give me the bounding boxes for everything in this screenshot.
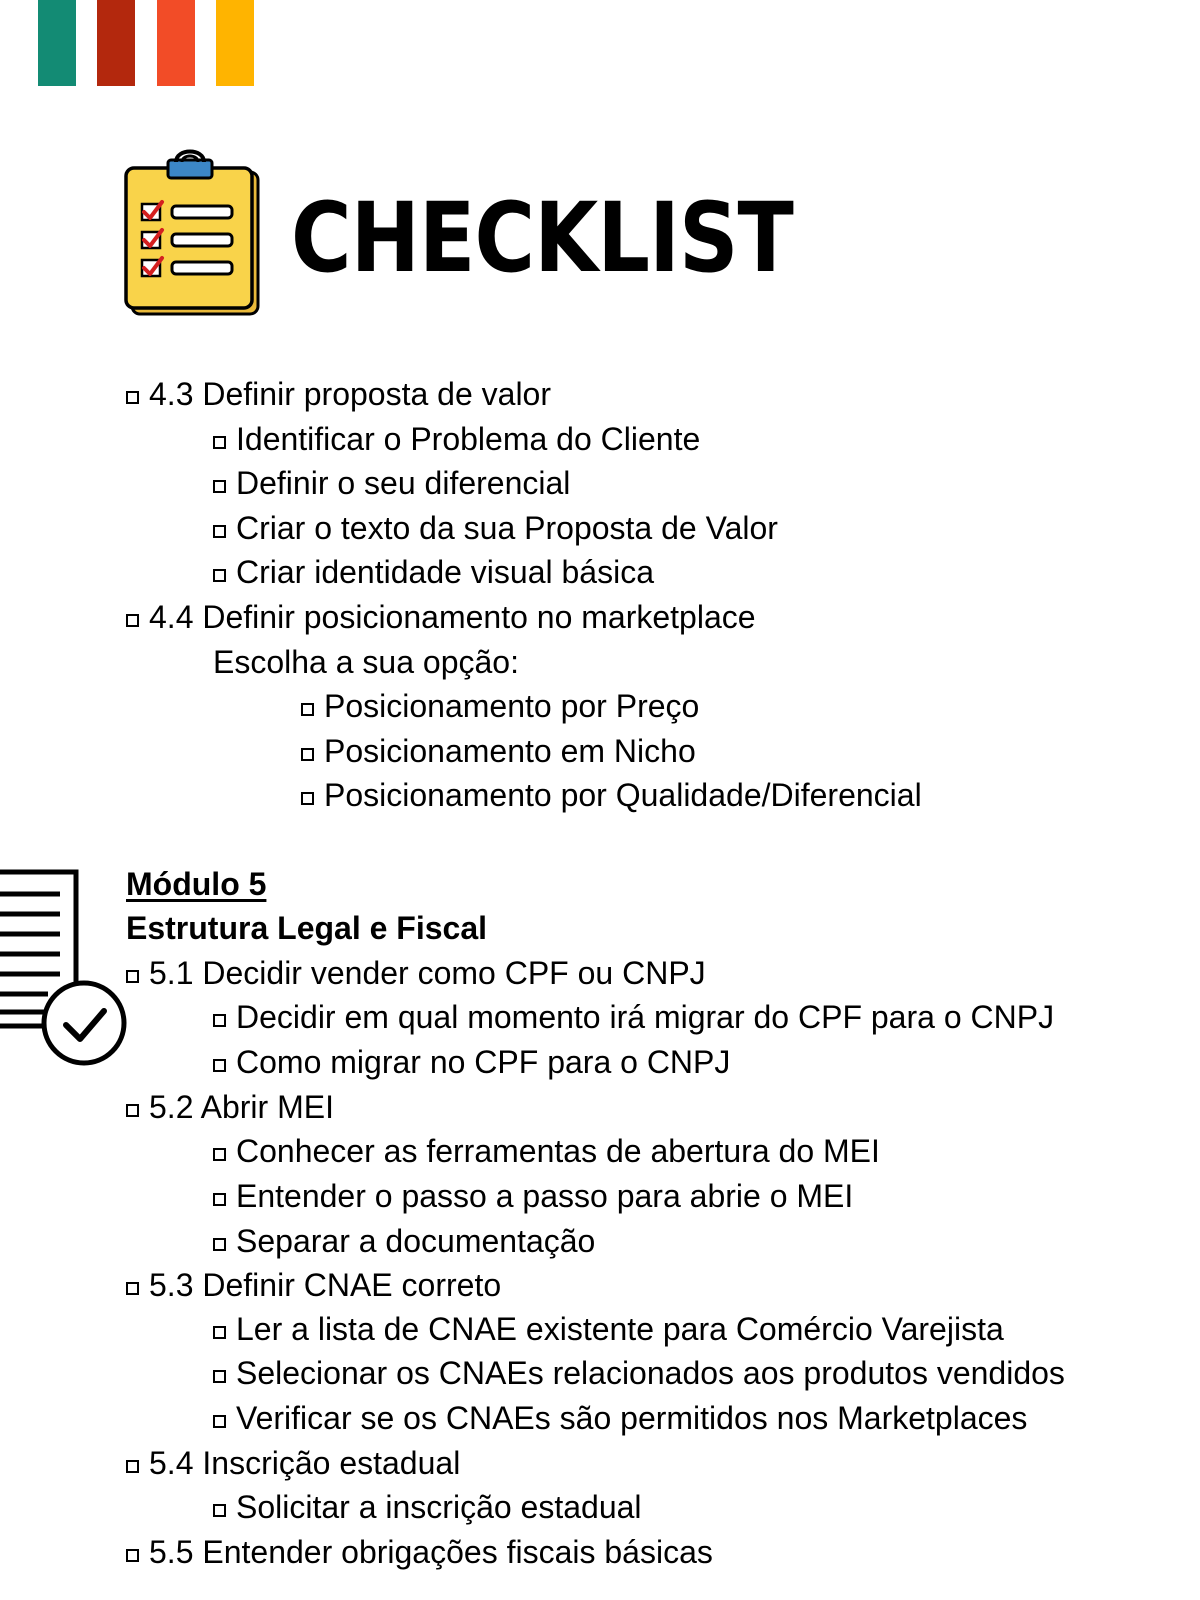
checkbox[interactable] — [213, 1504, 226, 1517]
list-item — [213, 997, 1054, 1037]
list-item-text: 5.1 Decidir vender como CPF ou CNPJ — [149, 955, 706, 991]
list-item-text: 5.5 Entender obrigações fiscais básicas — [149, 1534, 713, 1570]
module-title: Módulo 5 — [126, 866, 267, 902]
list-item — [213, 1131, 880, 1171]
list-item-text: Criar identidade visual básica — [236, 554, 654, 590]
checkbox[interactable] — [213, 1326, 226, 1339]
checkbox[interactable] — [213, 480, 226, 493]
checkbox[interactable] — [126, 970, 139, 983]
checkbox[interactable] — [126, 1282, 139, 1295]
checkbox[interactable] — [213, 1193, 226, 1206]
list-item-text: Ler a lista de CNAE existente para Comércio Varejista — [236, 1311, 1004, 1347]
header-stripe-2 — [97, 0, 135, 86]
list-item — [126, 374, 551, 414]
list-item-text: 5.3 Definir CNAE correto — [149, 1267, 502, 1303]
header-stripe-4 — [216, 0, 254, 86]
checkbox[interactable] — [213, 1370, 226, 1383]
list-item — [126, 953, 706, 993]
option-prompt — [213, 642, 519, 682]
list-item — [213, 1042, 730, 1082]
checkbox[interactable] — [126, 1549, 139, 1562]
list-item — [213, 1221, 595, 1261]
list-item-text: Verificar se os CNAEs são permitidos nos Marketplaces — [236, 1400, 1028, 1436]
list-item — [213, 463, 570, 503]
list-item-text: 4.4 Definir posicionamento no marketplace — [149, 599, 756, 635]
list-item-text: Posicionamento por Qualidade/Diferencial — [324, 777, 922, 813]
list-item — [126, 1443, 460, 1483]
checkbox[interactable] — [213, 1415, 226, 1428]
checkbox[interactable] — [213, 1059, 226, 1072]
checkbox[interactable] — [213, 1238, 226, 1251]
clipboard-checklist-icon — [124, 146, 264, 318]
list-item-text: Solicitar a inscrição estadual — [236, 1489, 642, 1525]
header-stripe-3 — [157, 0, 195, 86]
list-item — [213, 1398, 1027, 1438]
checkbox[interactable] — [126, 614, 139, 627]
list-item — [126, 1532, 713, 1572]
checkbox[interactable] — [213, 525, 226, 538]
list-item-text: Posicionamento por Preço — [324, 688, 700, 724]
list-item — [213, 552, 654, 592]
list-item-text: Criar o texto da sua Proposta de Valor — [236, 510, 778, 546]
checkbox[interactable] — [126, 1460, 139, 1473]
list-item — [213, 508, 778, 548]
document-checkmark-icon — [0, 868, 130, 1066]
list-item-text: 4.3 Definir proposta de valor — [149, 376, 551, 412]
checkbox[interactable] — [126, 391, 139, 404]
checkbox[interactable] — [301, 748, 314, 761]
checkbox[interactable] — [213, 436, 226, 449]
checkbox[interactable] — [213, 569, 226, 582]
checkbox[interactable] — [213, 1014, 226, 1027]
list-item — [213, 419, 700, 459]
list-item-text: Separar a documentação — [236, 1223, 596, 1259]
checkbox[interactable] — [301, 792, 314, 805]
list-item — [301, 775, 922, 815]
list-item — [213, 1309, 1004, 1349]
list-item — [126, 597, 756, 637]
list-item — [126, 1265, 501, 1305]
list-item-text: Entender o passo a passo para abrie o MEI — [236, 1178, 854, 1214]
list-item — [301, 731, 696, 771]
list-item-text: Identificar o Problema do Cliente — [236, 421, 701, 457]
list-item — [126, 1087, 334, 1127]
checkbox[interactable] — [301, 703, 314, 716]
section-title: Estrutura Legal e Fiscal — [126, 910, 488, 946]
list-item-text: Definir o seu diferencial — [236, 465, 571, 501]
checkbox[interactable] — [213, 1148, 226, 1161]
list-item — [213, 1353, 1065, 1393]
list-item — [301, 686, 699, 726]
header-stripe-1 — [38, 0, 76, 86]
list-item — [213, 1176, 853, 1216]
checkbox[interactable] — [126, 1104, 139, 1117]
page-title: CHECKLIST — [291, 182, 794, 294]
list-item-text: Selecionar os CNAEs relacionados aos produtos vendidos — [236, 1355, 1065, 1391]
list-item-text: Conhecer as ferramentas de abertura do MEI — [236, 1133, 880, 1169]
list-item-text: Decidir em qual momento irá migrar do CPF para o CNPJ — [236, 999, 1055, 1035]
option-prompt-text: Escolha a sua opção: — [213, 644, 519, 680]
list-item-text: 5.2 Abrir MEI — [149, 1089, 334, 1125]
list-item-text: 5.4 Inscrição estadual — [149, 1445, 461, 1481]
list-item-text: Posicionamento em Nicho — [324, 733, 696, 769]
list-item — [213, 1487, 642, 1527]
list-item-text: Como migrar no CPF para o CNPJ — [236, 1044, 731, 1080]
